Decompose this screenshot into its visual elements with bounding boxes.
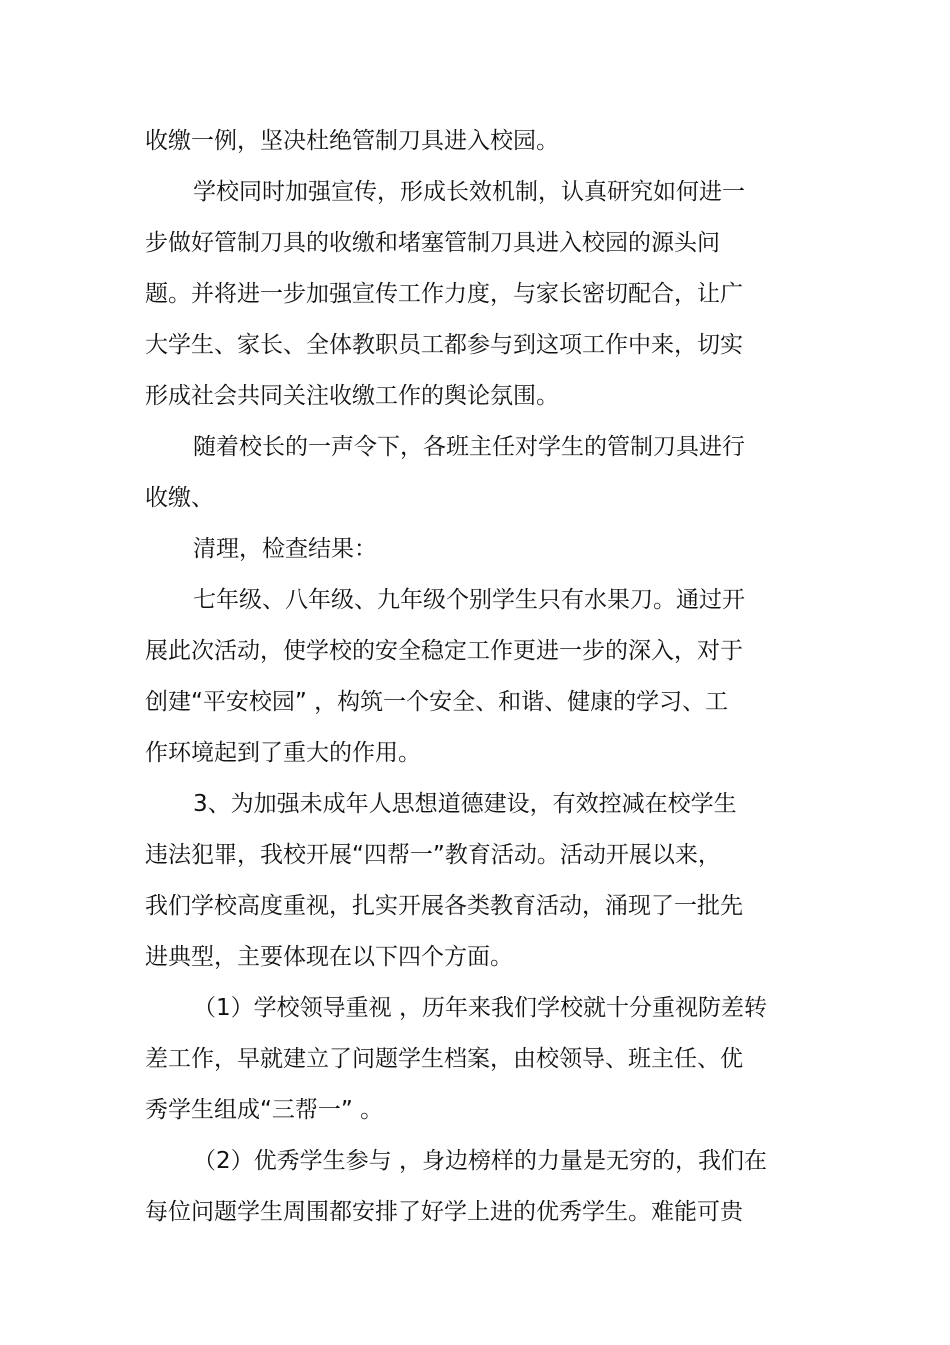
- text-line: 随着校长的一声令下，各班主任对学生的管制刀具进行: [193, 434, 745, 460]
- text-line: 大学生、家长、全体教职员工都参与到这项工作中来，切实: [145, 332, 743, 358]
- text-line: 违法犯罪，我校开展“四帮一”教育活动。活动开展以来，: [145, 842, 721, 868]
- text-line: （1）学校领导重视 ，历年来我们学校就十分重视防差转: [193, 995, 767, 1021]
- text-line: 收缴、: [145, 485, 214, 511]
- text-line: 展此次活动，使学校的安全稳定工作更进一步的深入，对于: [145, 638, 743, 664]
- text-line: 创建“平安校园” ，构筑一个安全、和谐、健康的学习、工: [145, 689, 729, 715]
- text-line: 差工作，早就建立了问题学生档案，由校领导、班主任、优: [145, 1046, 743, 1072]
- text-line: 收缴一例，坚决杜绝管制刀具进入校园。: [145, 128, 559, 154]
- text-line: 形成社会共同关注收缴工作的舆论氛围。: [145, 383, 559, 409]
- text-line: 3、为加强未成年人思想道德建设，有效控减在校学生: [193, 791, 737, 817]
- text-line: 七年级、八年级、九年级个别学生只有水果刀。通过开: [193, 587, 745, 613]
- text-line: 作环境起到了重大的作用。: [145, 740, 421, 766]
- text-line: 我们学校高度重视，扎实开展各类教育活动，涌现了一批先: [145, 893, 743, 919]
- text-line: 进典型，主要体现在以下四个方面。: [145, 944, 513, 970]
- text-line: 每位问题学生周围都安排了好学上进的优秀学生。难能可贵: [145, 1199, 743, 1225]
- text-line: 步做好管制刀具的收缴和堵塞管制刀具进入校园的源头问: [145, 230, 720, 256]
- text-line: 题。并将进一步加强宣传工作力度，与家长密切配合，让广: [145, 281, 743, 307]
- text-line: （2）优秀学生参与 ，身边榜样的力量是无穷的，我们在: [193, 1148, 767, 1174]
- text-line: 学校同时加强宣传，形成长效机制，认真研究如何进一: [193, 179, 745, 205]
- text-line: 秀学生组成“三帮一” 。: [145, 1097, 384, 1123]
- text-line: 清理，检查结果：: [193, 536, 377, 562]
